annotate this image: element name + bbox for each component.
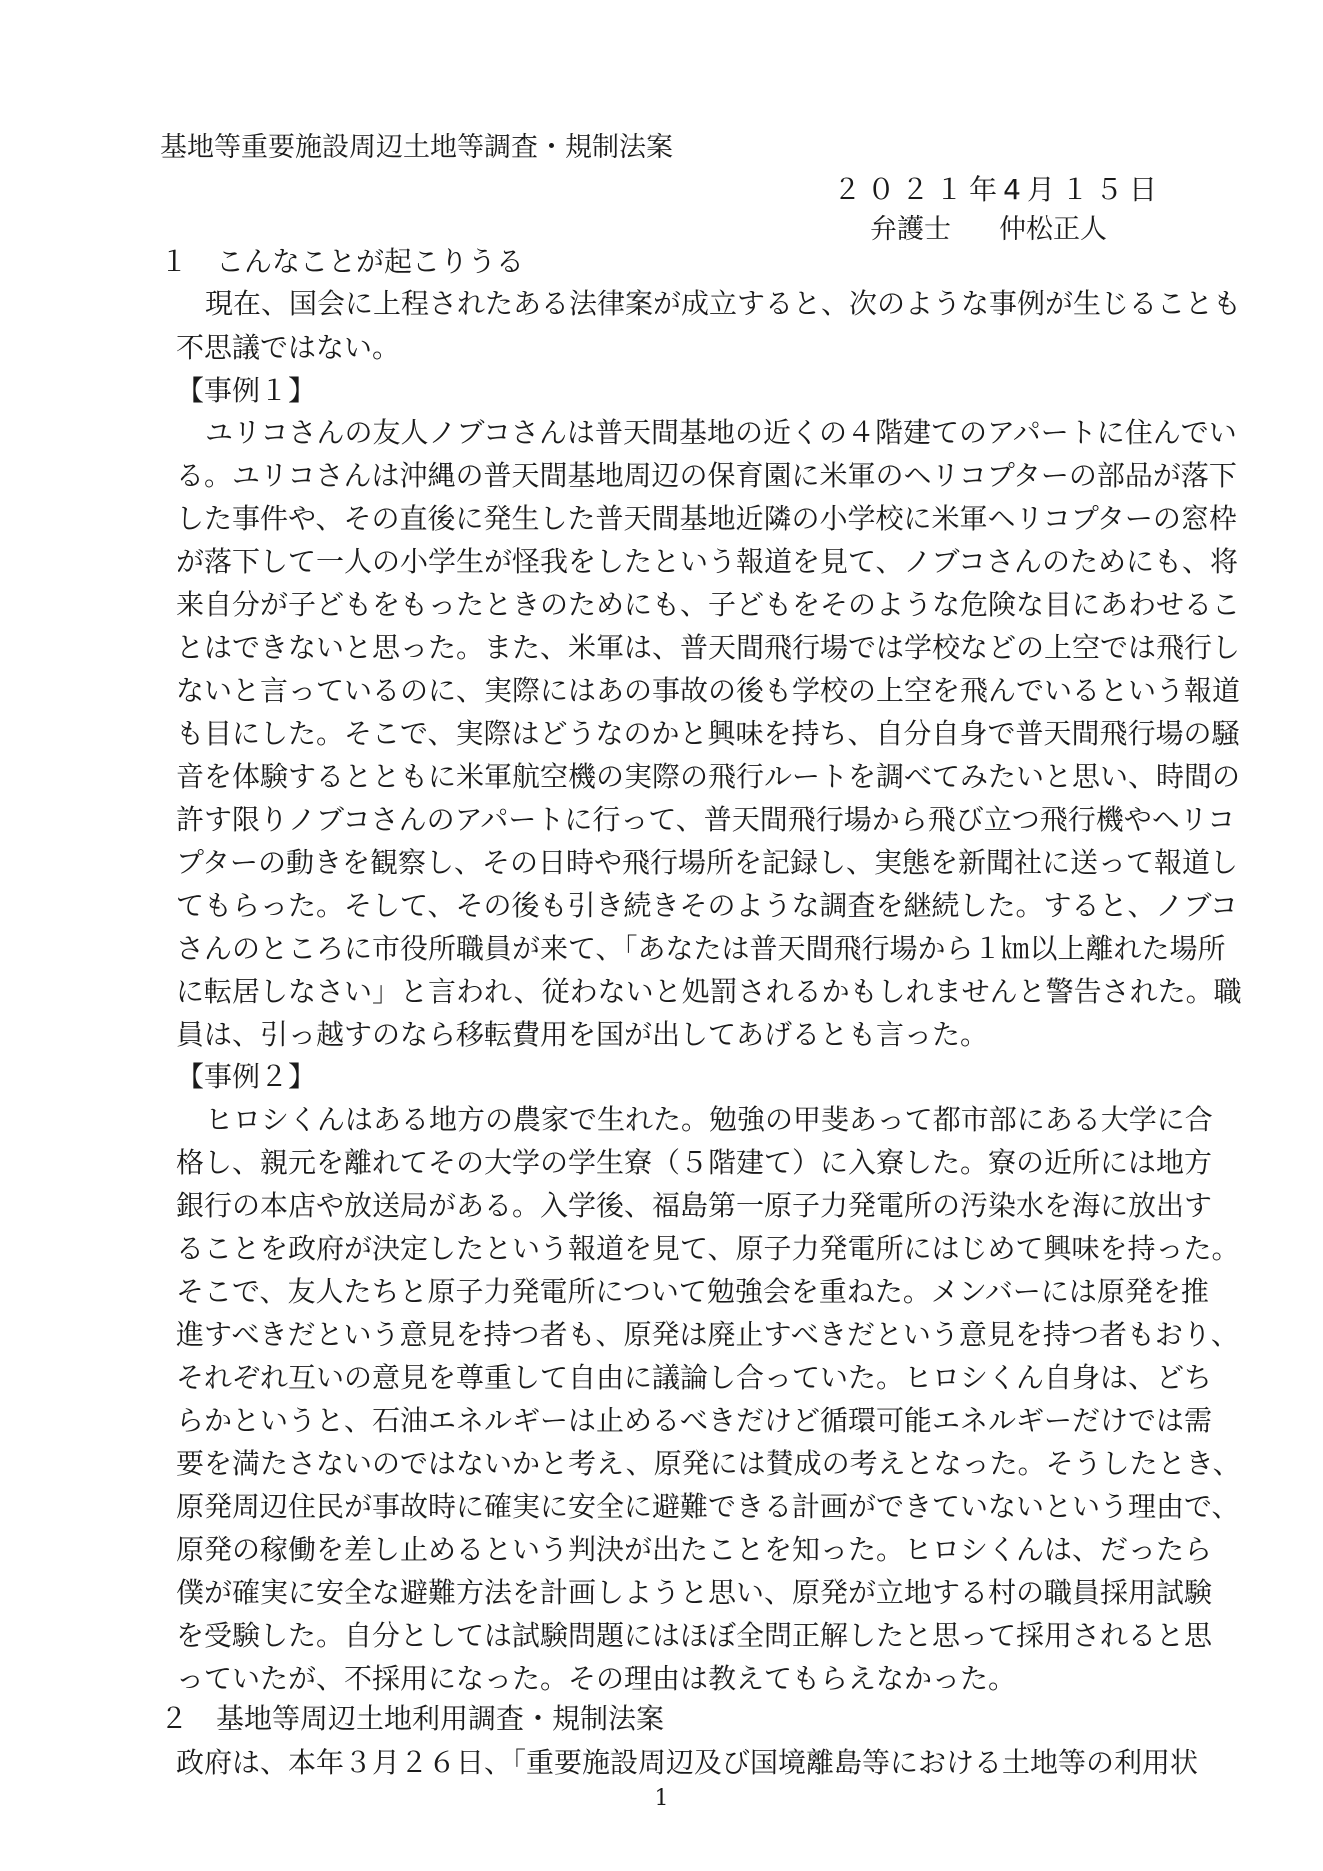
paragraph-line: 格し、親元を離れてその大学の学生寮（５階建て）に入寮した。寮の近所には地方 xyxy=(176,1146,1213,1179)
paragraph-line: ユリコさんの友人ノブコさんは普天間基地の近くの４階建てのアパートに住んでい xyxy=(205,416,1237,449)
paragraph-line: ないと言っているのに、実際にはあの事故の後も学校の上空を飛んでいるという報道 xyxy=(176,674,1241,707)
paragraph-line: を受験した。自分としては試験問題にはほぼ全問正解したと思って採用されると思 xyxy=(176,1619,1213,1652)
paragraph-line: に転居しなさい」と言われ、従わないと処罰されるかもしれませんと警告された。職 xyxy=(176,975,1242,1008)
paragraph-line: 原発周辺住民が事故時に確実に安全に避難できる計画ができていないという理由で、 xyxy=(176,1490,1240,1523)
paragraph-line: ることを政府が決定したという報道を見て、原子力発電所にはじめて興味を持った。 xyxy=(176,1232,1240,1265)
author-line xyxy=(870,212,1107,248)
paragraph-line: 進すべきだという意見を持つ者も、原発は廃止すべきだという意見を持つ者もおり、 xyxy=(176,1318,1239,1351)
case-1-label: 【事例１】 xyxy=(176,374,317,407)
paragraph-line: が落下して一人の小学生が怪我をしたという報道を見て、ノブコさんのためにも、将 xyxy=(176,545,1239,578)
paragraph-line: てもらった。そして、その後も引き続きそのような調査を継続した。すると、ノブコ xyxy=(176,889,1239,922)
paragraph-line: らかというと、石油エネルギーは止めるべきだけど循環可能エネルギーだけでは需 xyxy=(176,1404,1213,1437)
paragraph-line: も目にした。そこで、実際はどうなのかと興味を持ち、自分自身で普天間飛行場の騒 xyxy=(176,717,1240,750)
paragraph-line: 僕が確実に安全な避難方法を計画しようと思い、原発が立地する村の職員採用試験 xyxy=(176,1576,1213,1609)
paragraph-line: 要を満たさないのではないかと考え、原発には賛成の考えとなった。そうしたとき、 xyxy=(176,1447,1241,1480)
author-name: 仲松正人 xyxy=(999,214,1107,245)
section-2-heading: ２ 基地等周辺土地利用調査・規制法案 xyxy=(160,1702,665,1735)
paragraph-line: それぞれ互いの意見を尊重して自由に議論し合っていた。ヒロシくん自身は、どち xyxy=(176,1361,1213,1394)
case-2-label: 【事例２】 xyxy=(176,1060,317,1093)
paragraph-line: 不思議ではない。 xyxy=(176,331,401,364)
paragraph-line: 銀行の本店や放送局がある。入学後、福島第一原子力発電所の汚染水を海に放出す xyxy=(176,1189,1213,1222)
paragraph-line: 員は、引っ越すのなら移転費用を国が出してあげるとも言った。 xyxy=(176,1018,989,1051)
paragraph-line: 現在、国会に上程されたある法律案が成立すると、次のような事例が生じることも xyxy=(205,287,1242,320)
document-title: 基地等重要施設周辺土地等調査・規制法案 xyxy=(160,132,673,163)
paragraph-line: した事件や、その直後に発生した普天間基地近隣の小学校に米軍ヘリコプターの窓枠 xyxy=(176,502,1237,535)
paragraph-line: さんのところに市役所職員が来て、「あなたは普天間飛行場から１㎞以上離れた場所 xyxy=(176,932,1226,965)
paragraph-line: る。ユリコさんは沖縄の普天間基地周辺の保育園に米軍のヘリコプターの部品が落下 xyxy=(176,459,1237,492)
paragraph-line: っていたが、不採用になった。その理由は教えてもらえなかった。 xyxy=(176,1662,1017,1695)
paragraph-line: 政府は、本年３月２６日、「重要施設周辺及び国境離島等における土地等の利用状 xyxy=(176,1746,1199,1779)
paragraph-line: そこで、友人たちと原子力発電所について勉強会を重ねた。メンバーには原発を推 xyxy=(176,1275,1209,1308)
document-date: ２０２１年4月１５日 xyxy=(833,173,1163,206)
paragraph-line: 原発の稼働を差し止めるという判決が出たことを知った。ヒロシくんは、だったら xyxy=(176,1533,1213,1566)
section-1-heading: １ こんなことが起こりうる xyxy=(160,245,525,278)
paragraph-line: プターの動きを観察し、その日時や飛行場所を記録し、実態を新聞社に送って報道し xyxy=(176,846,1239,879)
paragraph-line: 許す限りノブコさんのアパートに行って、普天間飛行場から飛び立つ飛行機やヘリコ xyxy=(176,803,1236,836)
paragraph-line: 来自分が子どもをもったときのためにも、子どもをそのような危険な目にあわせるこ xyxy=(176,588,1241,621)
paragraph-line: とはできないと思った。また、米軍は、普天間飛行場では学校などの上空では飛行し xyxy=(176,631,1241,664)
page-number: 1 xyxy=(654,1786,669,1811)
author-role: 弁護士 xyxy=(870,214,951,245)
paragraph-line: ヒロシくんはある地方の農家で生れた。勉強の甲斐あって都市部にある大学に合 xyxy=(205,1103,1213,1136)
paragraph-line: 音を体験するとともに米軍航空機の実際の飛行ルートを調べてみたいと思い、時間の xyxy=(176,760,1241,793)
